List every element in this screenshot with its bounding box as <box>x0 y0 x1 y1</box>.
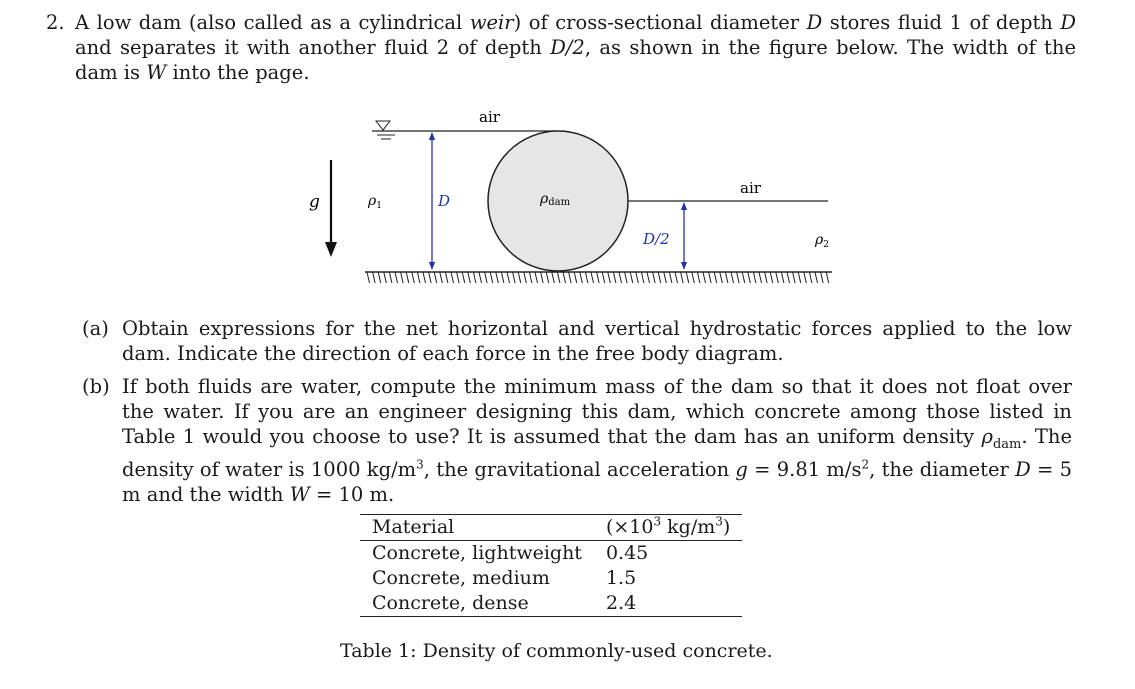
ground-hatch-line <box>546 272 549 283</box>
ground-hatch-line <box>697 272 700 283</box>
part-b-text-span: , the diameter <box>869 457 1016 481</box>
rho-dam-label: ρdam <box>540 191 571 208</box>
ground-hatch-line <box>445 272 448 283</box>
part-b-g: g <box>735 457 748 481</box>
ground-hatch-line <box>569 272 572 283</box>
ground-hatch-line <box>725 272 728 283</box>
part-b-text-span: = 5 m and the width <box>122 457 1072 506</box>
part-a-text: Obtain expressions for the net horizontal and vertical hydrostatic forces applied to the low dam. Indicate the direction of each force in the free body diagram. <box>122 317 1072 365</box>
cell-material: Concrete, lightweight <box>372 542 582 564</box>
ground-hatch-line <box>608 272 611 283</box>
ground-hatch-line <box>524 272 527 283</box>
part-b-label: (b) <box>82 375 110 398</box>
ground-hatch-line <box>647 272 650 283</box>
part-b-D: D <box>1015 457 1031 481</box>
ground-hatch-line <box>641 272 644 283</box>
ground-hatch-line <box>686 272 689 283</box>
ground-hatch-line <box>742 272 745 283</box>
cell-material: Concrete, medium <box>372 567 550 589</box>
intro-text: , as shown in the figure below. The width of the dam is <box>75 36 1076 84</box>
intro-text: and separates it with another fluid 2 of depth <box>75 36 551 59</box>
ground-hatch-line <box>440 272 443 283</box>
problem-number: 2. <box>46 11 65 34</box>
ground-hatch-line <box>703 272 706 283</box>
ground-hatch-line <box>759 272 762 283</box>
ground-hatch-line <box>731 272 734 283</box>
intro-var-D: D <box>806 11 823 34</box>
ground-hatch-line <box>412 272 415 283</box>
ground-hatch-line <box>809 272 812 283</box>
ground-hatch-line <box>429 272 432 283</box>
ground-hatch-line <box>597 272 600 283</box>
ground-hatch-line <box>781 272 784 283</box>
ground-hatch-line <box>473 272 476 283</box>
ground-hatch-line <box>787 272 790 283</box>
part-a <box>82 316 1072 366</box>
ground-hatch-line <box>653 272 656 283</box>
part-b-exp: 3 <box>416 457 424 472</box>
ground-hatch-line <box>541 272 544 283</box>
ground-hatch-line <box>378 272 381 283</box>
ground-hatch-line <box>591 272 594 283</box>
ground-hatch-line <box>457 272 460 283</box>
ground-hatch-line <box>574 272 577 283</box>
ground-hatch-line <box>765 272 768 283</box>
ground-hatch-line <box>384 272 387 283</box>
intro-var-D-half: D/2 <box>550 36 585 59</box>
ground-hatch-line <box>417 272 420 283</box>
ground <box>365 272 832 283</box>
ground-hatch-line <box>602 272 605 283</box>
gravity-arrow <box>325 160 337 257</box>
ground-hatch-line <box>496 272 499 283</box>
ground-hatch-line <box>776 272 779 283</box>
header-material: Material <box>360 515 594 541</box>
ground-hatch-line <box>468 272 471 283</box>
intro-text: into the page. <box>166 61 310 84</box>
part-b-text-span: . The density of water is 1000 kg/m <box>122 425 1072 481</box>
ground-hatch-line <box>658 272 661 283</box>
part-b-rho: ρ <box>981 425 993 448</box>
ground-hatch-line <box>479 272 482 283</box>
ground-hatch-line <box>580 272 583 283</box>
ground-hatch-line <box>490 272 493 283</box>
ground-hatch-line <box>821 272 824 283</box>
intro-text: ) of cross-sectional diameter <box>513 11 807 34</box>
table-row <box>360 541 742 567</box>
ground-hatch-line <box>815 272 818 283</box>
D-half-label: D/2 <box>643 230 670 248</box>
table-row <box>360 566 742 591</box>
ground-hatch-line <box>770 272 773 283</box>
table-row <box>360 591 742 617</box>
ground-hatch-line <box>826 272 829 283</box>
cell-material: Concrete, dense <box>360 591 594 617</box>
ground-hatch-line <box>681 272 684 283</box>
part-b-text-span: , the gravitational acceleration <box>423 457 736 481</box>
ground-hatch-line <box>434 272 437 283</box>
ground-hatch-line <box>389 272 392 283</box>
ground-hatch-line <box>804 272 807 283</box>
part-b <box>82 374 1072 507</box>
ground-hatch-line <box>507 272 510 283</box>
part-b-text-span: = 10 m. <box>309 482 395 506</box>
intro-weir: weir <box>469 11 514 34</box>
intro-text: stores fluid 1 of depth <box>822 11 1061 34</box>
ground-hatch-line <box>462 272 465 283</box>
ground-hatch-line <box>613 272 616 283</box>
part-a-label: (a) <box>82 317 109 340</box>
ground-hatch-line <box>485 272 488 283</box>
part-b-exp: 2 <box>861 457 870 472</box>
D-label: D <box>438 192 451 210</box>
ground-hatch-line <box>636 272 639 283</box>
ground-hatch-line <box>395 272 398 283</box>
ground-hatch-line <box>367 272 370 283</box>
ground-hatch-line <box>669 272 672 283</box>
ground-hatch-line <box>557 272 560 283</box>
part-b-W: W <box>289 482 310 506</box>
part-b-rho-sub: dam <box>992 436 1022 452</box>
ground-hatch-line <box>585 272 588 283</box>
ground-hatch-line <box>535 272 538 283</box>
gravity-label: g <box>309 192 320 212</box>
free-surface-icon <box>372 121 400 139</box>
intro-var-D: D <box>1060 11 1076 34</box>
air-right-label: air <box>740 179 761 197</box>
part-b-text-span: If both fluids are water, compute the minimum mass of the dam so that it does not float over the water. If you are an engineer designing this dam, which concrete among those listed in Table 1 would you choose to use? It is assumed that the dam has an uniform density <box>122 375 1072 448</box>
header-density: ($\times 10^3$ $kg/m^3$) <box>594 515 742 541</box>
ground-hatch-line <box>692 272 695 283</box>
ground-hatch-line <box>552 272 555 283</box>
ground-hatch-line <box>625 272 628 283</box>
ground-hatch-line <box>563 272 566 283</box>
ground-hatch-line <box>518 272 521 283</box>
ground-hatch-line <box>793 272 796 283</box>
ground-hatch-line <box>709 272 712 283</box>
ground-hatch-line <box>529 272 532 283</box>
ground-hatch-line <box>401 272 404 283</box>
ground-hatch-line <box>501 272 504 283</box>
ground-hatch-line <box>748 272 751 283</box>
cell-density: 2.4 <box>594 591 742 617</box>
cell-density: 0.45 <box>605 542 649 564</box>
ground-hatch-line <box>619 272 622 283</box>
ground-hatch-line <box>753 272 756 283</box>
intro-text: A low dam (also called as a cylindrical <box>75 11 470 34</box>
cell-density: 1.5 <box>605 567 637 589</box>
ground-hatch-line <box>798 272 801 283</box>
ground-hatch-line <box>513 272 516 283</box>
part-b-text <box>122 374 1072 507</box>
ground-hatch-line <box>406 272 409 283</box>
ground-hatch-line <box>373 272 376 283</box>
ground-hatch-line <box>451 272 454 283</box>
ground-hatch-line <box>423 272 426 283</box>
concrete-density-table <box>360 514 742 617</box>
table-caption: Table 1: Density of commonly-used concrete. <box>340 640 773 662</box>
rho2-label: $\rho_2$ <box>815 232 829 250</box>
air-left-label: air <box>479 108 500 126</box>
table-header-row <box>360 515 742 541</box>
ground-hatch-line <box>737 272 740 283</box>
ground-hatch-line <box>630 272 633 283</box>
rho1-label: $\rho_1$ <box>368 193 382 211</box>
intro-var-W: W <box>146 61 167 84</box>
ground-hatch-line <box>720 272 723 283</box>
part-b-text-span: = 9.81 m/s <box>747 457 862 481</box>
ground-hatch-line <box>714 272 717 283</box>
ground-hatch-line <box>664 272 667 283</box>
ground-hatch-line <box>675 272 678 283</box>
